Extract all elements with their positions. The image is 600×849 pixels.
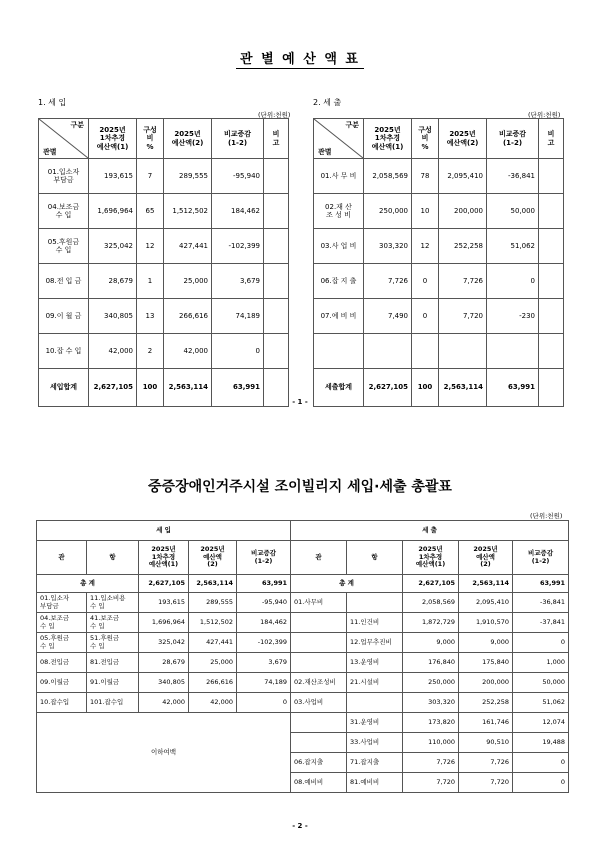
revenue-total-label: 총 계 (37, 575, 139, 593)
expense-gwan: 06.잡지출 (291, 753, 347, 773)
total-budget-2: 2,563,114 (439, 369, 487, 407)
revenue-gwan: 05.후원금 수 입 (37, 633, 87, 653)
row-diff: 50,000 (487, 194, 539, 229)
expense-hang: 33.사업비 (347, 733, 403, 753)
expense-budget-1: 173,820 (403, 713, 459, 733)
revenue-diff: 3,679 (237, 653, 291, 673)
table-row (37, 593, 569, 613)
expense-hang (347, 693, 403, 713)
header-note: 비 고 (264, 119, 289, 159)
revenue-unit: (단위:천원) (258, 111, 291, 119)
expense-hang (347, 593, 403, 613)
table-row (314, 194, 564, 229)
table-row (39, 159, 289, 194)
expense-budget-1: 250,000 (403, 673, 459, 693)
row-ratio (412, 334, 439, 369)
row-budget-1: 193,615 (89, 159, 137, 194)
expense-hang: 12.업무추진비 (347, 633, 403, 653)
revenue-hang: 51.후원금 수 입 (87, 633, 139, 653)
expense-diff: 19,488 (513, 733, 569, 753)
revenue-summary-table (38, 118, 289, 407)
header-budget-2: 2025년 예산액(2) (164, 119, 212, 159)
row-note (264, 264, 289, 299)
row-name: 07.예 비 비 (314, 299, 364, 334)
row-name: 09.이 월 금 (39, 299, 89, 334)
revenue-budget-1: 42,000 (139, 693, 189, 713)
blank-note: 이하여백 (37, 713, 291, 793)
table-row (39, 229, 289, 264)
row-ratio: 2 (137, 334, 164, 369)
row-ratio: 12 (137, 229, 164, 264)
table-row (39, 194, 289, 229)
revenue-diff: 184,462 (237, 613, 291, 633)
table-row (37, 633, 569, 653)
row-note (539, 159, 564, 194)
header-budget-1: 2025년 1차추경 예산액(1) (364, 119, 412, 159)
row-diff: -36,841 (487, 159, 539, 194)
row-budget-1: 7,490 (364, 299, 412, 334)
row-note (539, 334, 564, 369)
header-budget-2: 2025년 예산액(2) (439, 119, 487, 159)
expense-diff: -37,841 (513, 613, 569, 633)
header-ratio: 구성비 % (412, 119, 439, 159)
row-note (539, 194, 564, 229)
row-budget-2: 42,000 (164, 334, 212, 369)
revenue-total-budget-2: 2,563,114 (189, 575, 237, 593)
table-header-row (39, 119, 289, 159)
expense-diff: 50,000 (513, 673, 569, 693)
table-row (314, 299, 564, 334)
revenue-hang: 11.입소비용 수 입 (87, 593, 139, 613)
expense-budget-1: 7,720 (403, 773, 459, 793)
header-note: 비 고 (539, 119, 564, 159)
expense-total-budget-1: 2,627,105 (403, 575, 459, 593)
expense-budget-2: 2,095,410 (459, 593, 513, 613)
row-name: 05.후원금 수 입 (39, 229, 89, 264)
expense-gwan (291, 733, 347, 753)
expense-diff: 0 (513, 773, 569, 793)
expense-gwan: 08.예비비 (291, 773, 347, 793)
header-gwan: 관 (291, 541, 347, 575)
header-columns-row (37, 541, 569, 575)
expense-gwan (291, 713, 347, 733)
total-diff: 63,991 (487, 369, 539, 407)
header-budget-1: 2025년 1차추경 예산액(1) (403, 541, 459, 575)
row-budget-1 (364, 334, 412, 369)
header-budget-1: 2025년 1차추경 예산액(1) (89, 119, 137, 159)
expense-diff: 1,000 (513, 653, 569, 673)
row-budget-2: 7,726 (439, 264, 487, 299)
revenue-gwan: 08.전입금 (37, 653, 87, 673)
expense-gwan (291, 633, 347, 653)
revenue-gwan: 09.이월금 (37, 673, 87, 693)
row-budget-1: 2,058,569 (364, 159, 412, 194)
row-diff: 0 (212, 334, 264, 369)
row-budget-2 (439, 334, 487, 369)
header-gwan: 관 (37, 541, 87, 575)
row-budget-1: 42,000 (89, 334, 137, 369)
row-budget-1: 1,696,964 (89, 194, 137, 229)
row-diff (487, 334, 539, 369)
table-row (37, 693, 569, 713)
revenue-budget-2: 1,512,502 (189, 613, 237, 633)
expense-budget-2: 9,000 (459, 633, 513, 653)
expense-summary-table (313, 118, 564, 407)
row-diff: 51,062 (487, 229, 539, 264)
row-diff: 3,679 (212, 264, 264, 299)
row-ratio: 0 (412, 299, 439, 334)
expense-total-diff: 63,991 (513, 575, 569, 593)
table-row (314, 334, 564, 369)
row-budget-2: 2,095,410 (439, 159, 487, 194)
expense-diff: 12,074 (513, 713, 569, 733)
expense-budget-2: 1,910,570 (459, 613, 513, 633)
row-name: 04.보조금 수 입 (39, 194, 89, 229)
revenue-budget-1: 340,805 (139, 673, 189, 693)
total-budget-1: 2,627,105 (364, 369, 412, 407)
expense-budget-1: 9,000 (403, 633, 459, 653)
revenue-hang: 101.잡수입 (87, 693, 139, 713)
expense-diff: -36,841 (513, 593, 569, 613)
row-budget-2: 200,000 (439, 194, 487, 229)
revenue-hang: 41.보조금 수 입 (87, 613, 139, 633)
header-diff: 비교증감 (1-2) (513, 541, 569, 575)
page2-unit: (단위:천원) (530, 512, 563, 520)
table-row (314, 229, 564, 264)
expense-budget-2: 7,726 (459, 753, 513, 773)
row-diff: 184,462 (212, 194, 264, 229)
page-number: - 1 - (292, 398, 308, 406)
revenue-budget-1: 193,615 (139, 593, 189, 613)
header-ratio: 구성비 % (137, 119, 164, 159)
expense-budget-1: 7,726 (403, 753, 459, 773)
row-ratio: 12 (412, 229, 439, 264)
expense-budget-2: 175,840 (459, 653, 513, 673)
header-hang: 항 (347, 541, 403, 575)
header-hang: 항 (87, 541, 139, 575)
row-diff: 0 (487, 264, 539, 299)
table-row (37, 713, 569, 733)
expense-budget-2: 161,746 (459, 713, 513, 733)
expense-group-header: 세 출 (291, 521, 569, 541)
expense-budget-2: 252,258 (459, 693, 513, 713)
total-row (37, 575, 569, 593)
diagonal-header-cell (39, 119, 89, 159)
row-diff: -230 (487, 299, 539, 334)
expense-diff: 51,062 (513, 693, 569, 713)
page2-title: 중증장애인거주시설 조이빌리지 세입·세출 총괄표 (148, 479, 452, 495)
row-budget-2: 252,258 (439, 229, 487, 264)
revenue-total-diff: 63,991 (237, 575, 291, 593)
row-ratio: 13 (137, 299, 164, 334)
row-note (264, 299, 289, 334)
revenue-budget-1: 28,679 (139, 653, 189, 673)
row-diff: -95,940 (212, 159, 264, 194)
header-diff: 비교증감 (1-2) (487, 119, 539, 159)
page1-title: 관 별 예 산 액 표 (0, 48, 600, 67)
row-name: 10.잡 수 입 (39, 334, 89, 369)
row-note (264, 194, 289, 229)
table-row (37, 673, 569, 693)
total-budget-2: 2,563,114 (164, 369, 212, 407)
revenue-gwan: 10.잡수입 (37, 693, 87, 713)
diag-bottom-label: 관별 (318, 147, 332, 156)
diagonal-header-cell (314, 119, 364, 159)
expense-gwan: 01.사무비 (291, 593, 347, 613)
revenue-gwan: 01.입소자 부담금 (37, 593, 87, 613)
row-budget-2: 7,720 (439, 299, 487, 334)
row-budget-2: 427,441 (164, 229, 212, 264)
expense-total-label: 총 계 (291, 575, 403, 593)
revenue-budget-2: 266,616 (189, 673, 237, 693)
table-row (314, 264, 564, 299)
total-ratio: 100 (412, 369, 439, 407)
revenue-budget-2: 25,000 (189, 653, 237, 673)
expense-hang: 81.예비비 (347, 773, 403, 793)
expense-budget-1: 176,840 (403, 653, 459, 673)
row-name: 01.입소자 부담금 (39, 159, 89, 194)
expense-hang: 21.시설비 (347, 673, 403, 693)
total-diff: 63,991 (212, 369, 264, 407)
table-row (39, 264, 289, 299)
row-ratio: 65 (137, 194, 164, 229)
revenue-hang: 91.이월금 (87, 673, 139, 693)
expense-budget-2: 7,720 (459, 773, 513, 793)
diag-top-label: 구분 (345, 121, 359, 129)
row-ratio: 10 (412, 194, 439, 229)
row-note (539, 299, 564, 334)
header-group-row (37, 521, 569, 541)
revenue-diff: 74,189 (237, 673, 291, 693)
diag-top-label: 구분 (70, 121, 84, 129)
table-header-row (314, 119, 564, 159)
revenue-group-header: 세 입 (37, 521, 291, 541)
row-note (539, 229, 564, 264)
table-row (39, 334, 289, 369)
expense-budget-2: 90,510 (459, 733, 513, 753)
table-row (37, 653, 569, 673)
revenue-diff: -102,399 (237, 633, 291, 653)
row-diff: 74,189 (212, 299, 264, 334)
row-budget-1: 325,042 (89, 229, 137, 264)
revenue-section-title: 1. 세 입 (38, 98, 67, 107)
row-ratio: 1 (137, 264, 164, 299)
total-budget-1: 2,627,105 (89, 369, 137, 407)
row-note (264, 159, 289, 194)
expense-total-budget-2: 2,563,114 (459, 575, 513, 593)
row-budget-2: 266,616 (164, 299, 212, 334)
expense-section-title: 2. 세 출 (313, 98, 342, 107)
row-diff: -102,399 (212, 229, 264, 264)
revenue-hang: 81.전입금 (87, 653, 139, 673)
expense-hang: 11.인건비 (347, 613, 403, 633)
row-name: 03.사 업 비 (314, 229, 364, 264)
row-budget-1: 303,320 (364, 229, 412, 264)
row-name: 06.잡 지 출 (314, 264, 364, 299)
budget-overview-table (36, 520, 569, 793)
table-row (314, 159, 564, 194)
expense-unit: (단위:천원) (528, 111, 561, 119)
revenue-budget-1: 325,042 (139, 633, 189, 653)
row-note (264, 229, 289, 264)
row-budget-2: 289,555 (164, 159, 212, 194)
row-ratio: 7 (137, 159, 164, 194)
expense-hang: 31.운영비 (347, 713, 403, 733)
expense-hang: 71.잡지출 (347, 753, 403, 773)
table-row (39, 299, 289, 334)
row-budget-1: 7,726 (364, 264, 412, 299)
revenue-budget-2: 427,441 (189, 633, 237, 653)
row-ratio: 78 (412, 159, 439, 194)
expense-gwan: 03.사업비 (291, 693, 347, 713)
expense-budget-1: 1,872,729 (403, 613, 459, 633)
row-name: 01.사 무 비 (314, 159, 364, 194)
expense-diff: 0 (513, 633, 569, 653)
diag-bottom-label: 관별 (43, 147, 57, 156)
row-budget-1: 250,000 (364, 194, 412, 229)
expense-budget-2: 200,000 (459, 673, 513, 693)
row-name (314, 334, 364, 369)
total-label: 세입합계 (39, 369, 89, 407)
row-note (264, 334, 289, 369)
revenue-total-budget-1: 2,627,105 (139, 575, 189, 593)
total-ratio: 100 (137, 369, 164, 407)
row-ratio: 0 (412, 264, 439, 299)
row-budget-2: 25,000 (164, 264, 212, 299)
header-diff: 비교증감 (1-2) (212, 119, 264, 159)
row-name: 08.전 입 금 (39, 264, 89, 299)
row-budget-1: 340,805 (89, 299, 137, 334)
row-name: 02.재 산 조 성 비 (314, 194, 364, 229)
row-note (539, 264, 564, 299)
header-budget-1: 2025년 1차추경 예산액(1) (139, 541, 189, 575)
expense-budget-1: 303,320 (403, 693, 459, 713)
expense-diff: 0 (513, 753, 569, 773)
row-budget-1: 28,679 (89, 264, 137, 299)
revenue-diff: 0 (237, 693, 291, 713)
expense-budget-1: 2,058,569 (403, 593, 459, 613)
expense-gwan (291, 653, 347, 673)
header-budget-2: 2025년 예산액 (2) (189, 541, 237, 575)
total-label: 세출합계 (314, 369, 364, 407)
revenue-gwan: 04.보조금 수 입 (37, 613, 87, 633)
header-diff: 비교증감 (1-2) (237, 541, 291, 575)
revenue-budget-1: 1,696,964 (139, 613, 189, 633)
revenue-budget-2: 289,555 (189, 593, 237, 613)
expense-hang: 13.운영비 (347, 653, 403, 673)
expense-gwan: 02.재산조성비 (291, 673, 347, 693)
expense-gwan (291, 613, 347, 633)
revenue-budget-2: 42,000 (189, 693, 237, 713)
row-budget-2: 1,512,502 (164, 194, 212, 229)
header-budget-2: 2025년 예산액 (2) (459, 541, 513, 575)
revenue-diff: -95,940 (237, 593, 291, 613)
table-row (37, 613, 569, 633)
page-number: - 2 - (292, 822, 308, 830)
expense-budget-1: 110,000 (403, 733, 459, 753)
